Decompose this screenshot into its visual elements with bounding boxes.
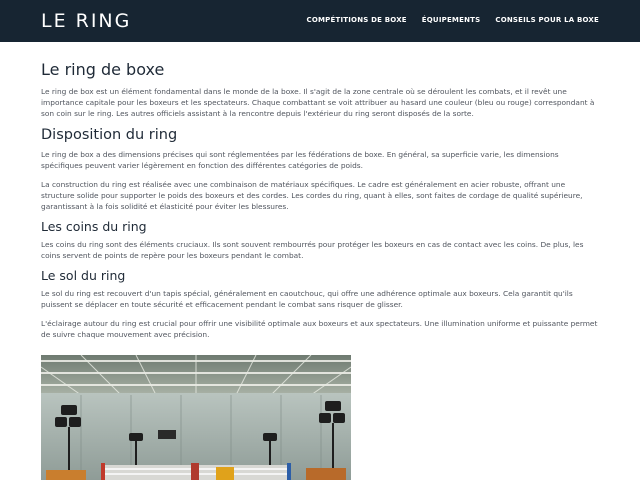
- site-header: [0, 0, 640, 42]
- sol-paragraph-2: L'éclairage autour du ring est crucial pour offrir une visibilité optimale aux boxeurs et aux spectateurs. Une illumination uniforme et puissante permet de suivre chaque mouvement avec précision.: [41, 319, 598, 339]
- page-title: Le ring de boxe: [41, 60, 165, 79]
- disposition-paragraph-2: La construction du ring est réalisée avec une combinaison de matériaux spécifiques. Le cadre est généralement en acier robuste, offrant une structure solide pour supporter le poids des boxeurs et des cordes. Les cordes du ring, quant à elles, sont faites de cordage de qualité supérieure, garantissant à la fois solidité et élasticité pour éviter les blessures.: [41, 180, 583, 211]
- main-nav: [307, 15, 599, 26]
- disposition-paragraph-1: Le ring de box a des dimensions précises qui sont réglementées par les fédérations de boxe. En général, sa superficie varie, les dimensions spécifiques peuvent varier légèrement en fonction des différentes catégories de poids.: [41, 150, 559, 170]
- intro-paragraph: Le ring de box est un élément fondamental dans le monde de la boxe. Il s'agit de la zone centrale où se déroulent les combats, et il revêt une importance capitale pour les boxeurs et les spectateurs. Chaque combattant se voit attribuer au hasard une couleur (bleu ou rouge) correspondant à son coin sur le ring. Les autres officiels assistant à la rencontre depuis l'extérieur du ring seront disposés de la sorte.: [41, 87, 595, 118]
- section-heading-disposition: Disposition du ring: [41, 127, 178, 143]
- section-heading-sol: Le sol du ring: [41, 268, 126, 283]
- section-heading-coins: Les coins du ring: [41, 219, 147, 234]
- coins-paragraph: Les coins du ring sont des éléments cruciaux. Ils sont souvent rembourrés pour protéger les boxeurs en cas de contact avec les coins. De plus, les coins servent de points de repère pour les boxeurs pendant le combat.: [41, 240, 584, 260]
- boxing-ring-photo: [41, 355, 351, 480]
- nav-item-conseils[interactable]: CONSEILS POUR LA BOXE: [495, 16, 599, 24]
- site-logo[interactable]: LE RING: [41, 10, 132, 32]
- boxing-ring-illustration: [41, 355, 351, 480]
- article-content: [41, 56, 599, 348]
- sol-paragraph-1: Le sol du ring est recouvert d'un tapis spécial, généralement en caoutchouc, qui offre une adhérence optimale aux boxeurs. Cela garantit qu'ils puissent se déplacer en toute sécurité et efficacement pendant le combat sans risquer de glisser.: [41, 289, 573, 309]
- nav-item-equipements[interactable]: ÉQUIPEMENTS: [421, 16, 481, 24]
- nav-item-competitions[interactable]: COMPÉTITIONS DE BOXE: [306, 16, 407, 24]
